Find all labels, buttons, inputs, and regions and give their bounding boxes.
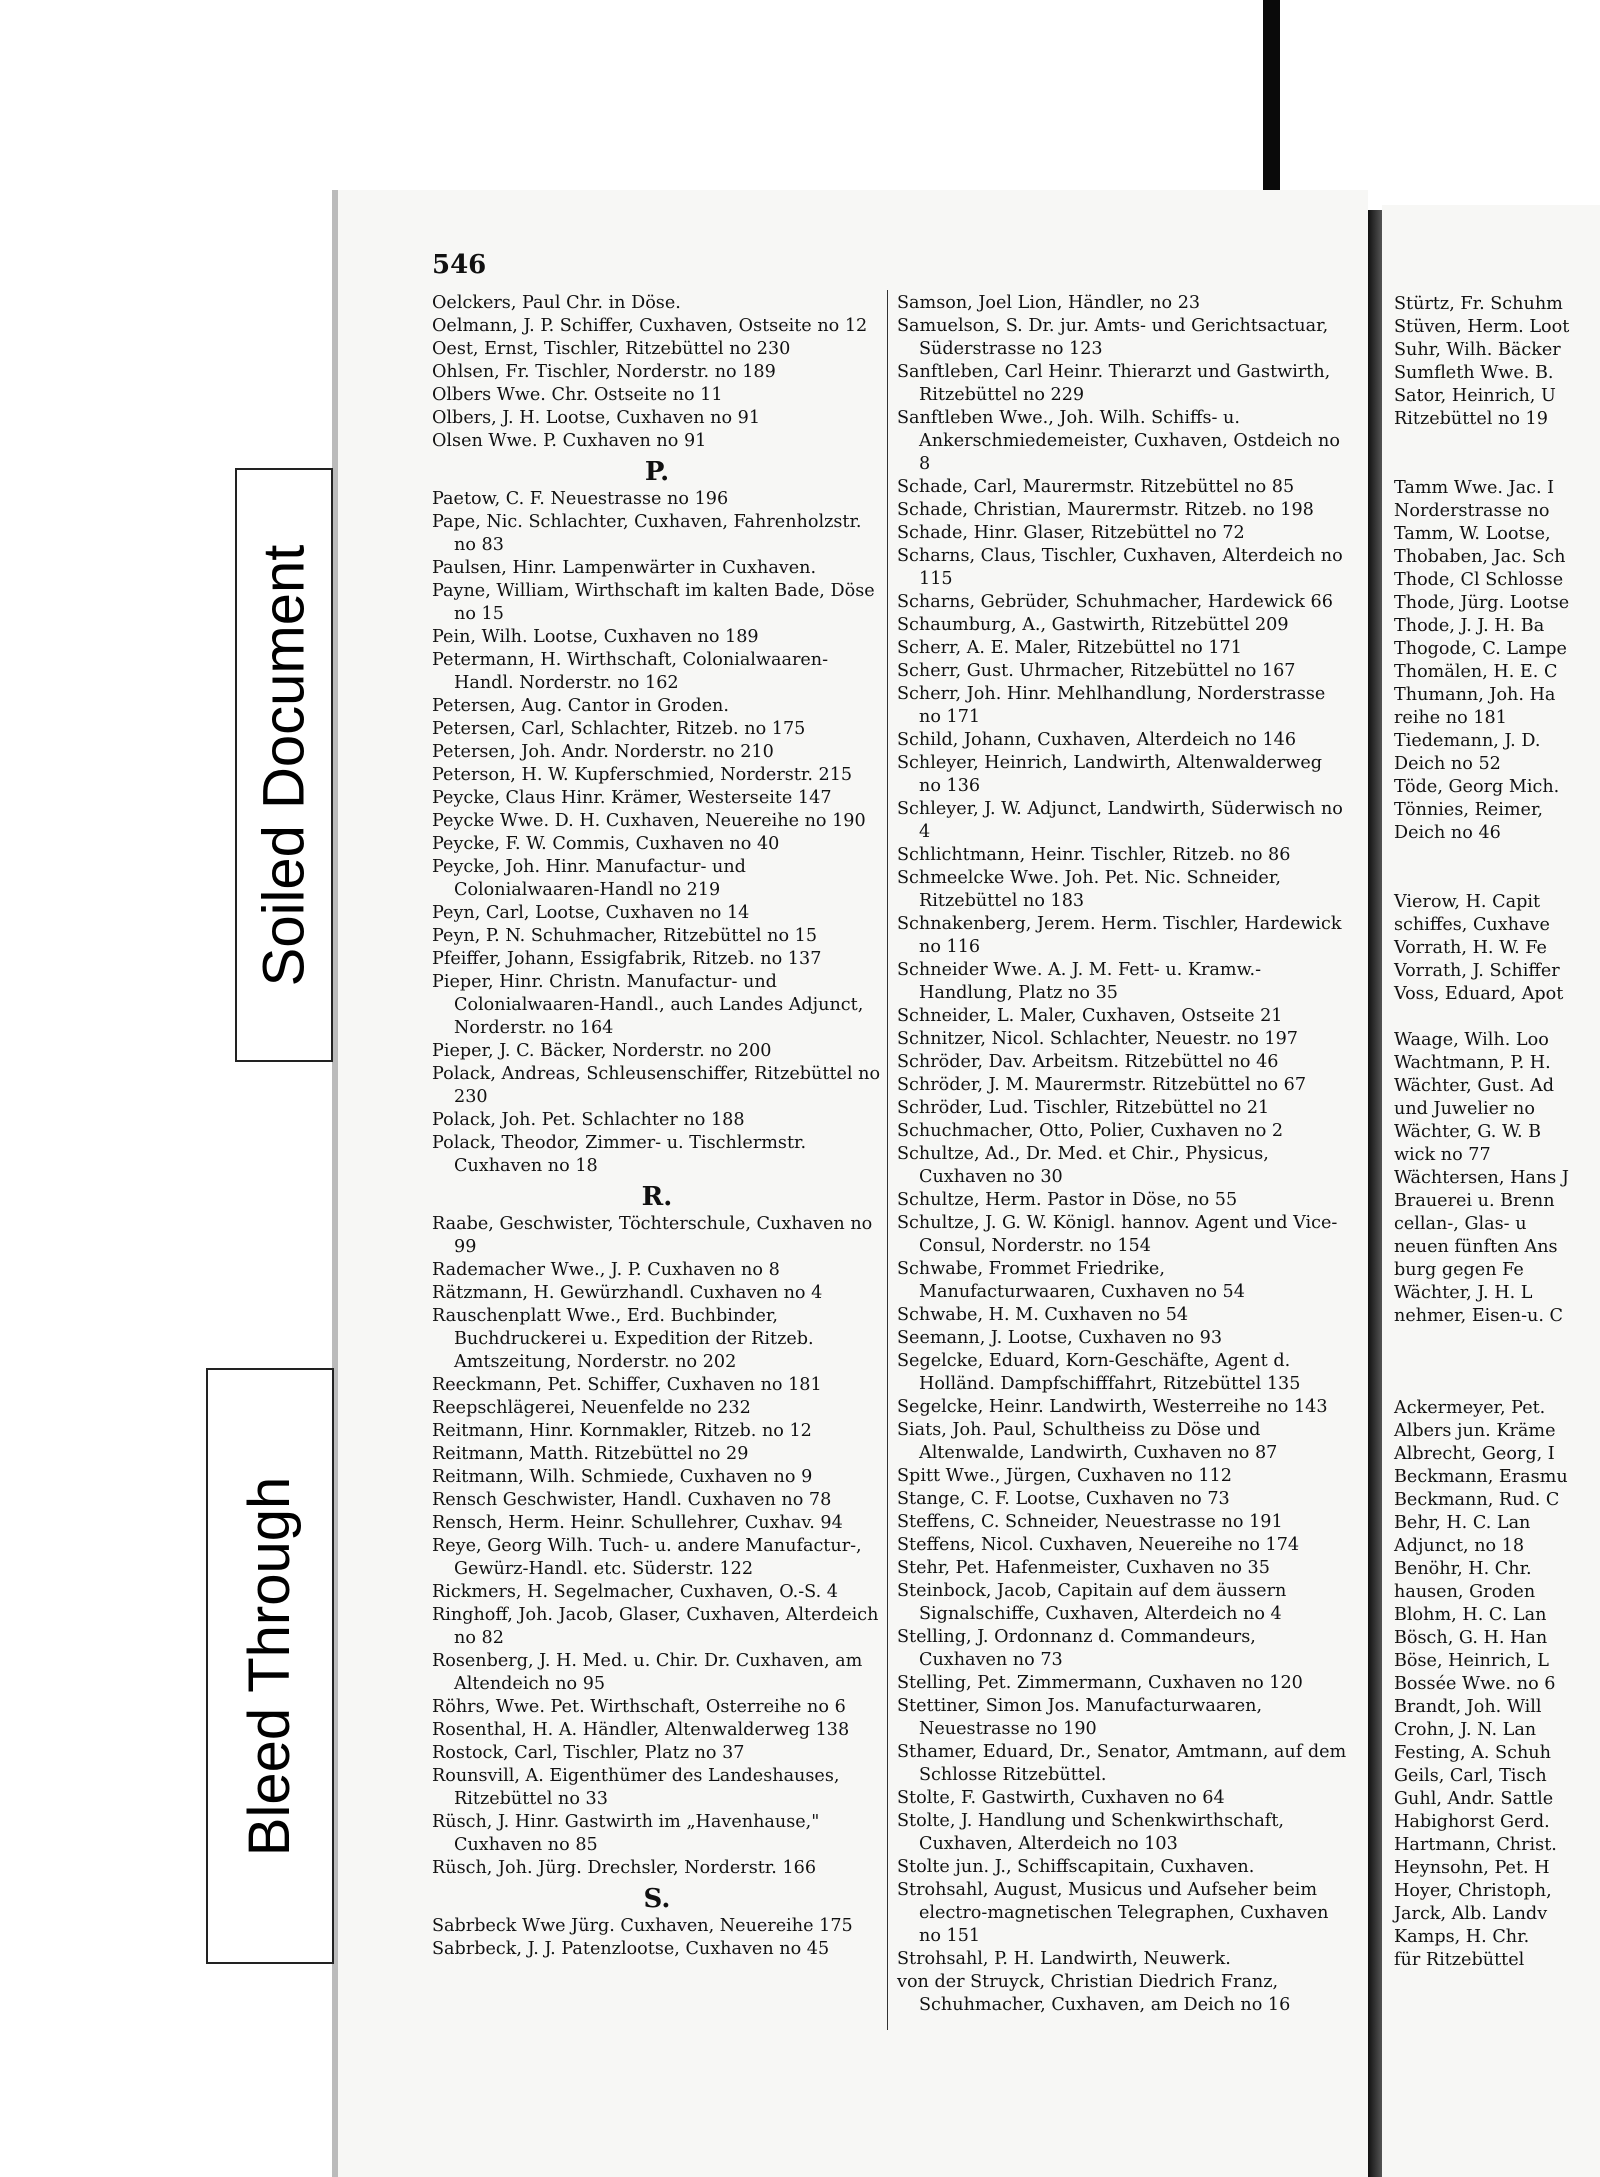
directory-entry: Benöhr, H. Chr. <box>1394 1559 1532 1579</box>
directory-entry: burg gegen Fe <box>1394 1260 1524 1280</box>
directory-entry: Bösch, G. H. Han <box>1394 1628 1548 1648</box>
directory-entry: Rounsvill, A. Eigenthümer des Landeshauses, Ritzebüttel no 33 <box>432 1766 840 1809</box>
directory-entry: Rensch, Herm. Heinr. Schullehrer, Cuxhav. 94 <box>432 1513 843 1533</box>
section-s <box>432 1915 882 1961</box>
directory-entry: Schleyer, J. W. Adjunct, Landwirth, Süderwisch no 4 <box>897 799 1343 842</box>
directory-entry: Reeckmann, Pet. Schiffer, Cuxhaven no 181 <box>432 1375 822 1395</box>
directory-entry: Samuelson, S. Dr. jur. Amts- und Gerichtsactuar, Süderstrasse no 123 <box>897 316 1329 359</box>
directory-entry: Schade, Carl, Maurermstr. Ritzebüttel no 85 <box>897 477 1295 497</box>
directory-entry: Bossée Wwe. no 6 <box>1394 1674 1556 1694</box>
directory-entry: Peterson, H. W. Kupferschmied, Norderstr. 215 <box>432 765 853 785</box>
directory-entry: wick no 77 <box>1394 1145 1491 1165</box>
directory-entry: nehmer, Eisen-u. C <box>1394 1306 1563 1326</box>
directory-entry: Schild, Johann, Cuxhaven, Alterdeich no 146 <box>897 730 1297 750</box>
directory-entry: Wächter, Gust. Ad <box>1394 1076 1555 1096</box>
directory-entry: Petersen, Joh. Andr. Norderstr. no 210 <box>432 742 774 762</box>
section-letter-r: R. <box>641 1182 673 1212</box>
directory-entry: Pape, Nic. Schlachter, Cuxhaven, Fahrenholzstr. no 83 <box>432 512 862 555</box>
directory-entry: Brandt, Joh. Will <box>1394 1697 1542 1717</box>
section-r <box>432 1213 882 1880</box>
directory-entry: Deich no 52 <box>1394 754 1501 774</box>
directory-entry: Rostock, Carl, Tischler, Platz no 37 <box>432 1743 745 1763</box>
directory-entry: Rüsch, J. Hinr. Gastwirth im „Havenhause," Cuxhaven no 85 <box>432 1812 820 1855</box>
directory-entry: Festing, A. Schuh <box>1394 1743 1551 1763</box>
directory-entry: Beckmann, Rud. C <box>1394 1490 1560 1510</box>
directory-entry: Behr, H. C. Lan <box>1394 1513 1531 1533</box>
directory-entry: Adjunct, no 18 <box>1394 1536 1525 1556</box>
bleed-through-label <box>206 1368 334 1964</box>
directory-entry: Ringhoff, Joh. Jacob, Glaser, Cuxhaven, Alterdeich no 82 <box>432 1605 879 1648</box>
directory-entry: Schuchmacher, Otto, Polier, Cuxhaven no 2 <box>897 1121 1284 1141</box>
directory-entry: Thobaben, Jac. Sch <box>1394 547 1566 567</box>
directory-entry: Spitt Wwe., Jürgen, Cuxhaven no 112 <box>897 1466 1232 1486</box>
directory-entry: Tiedemann, J. D. <box>1394 731 1541 751</box>
directory-entry: Sabrbeck Wwe Jürg. Cuxhaven, Neuereihe 175 <box>432 1916 853 1936</box>
directory-entry: Wächter, G. W. B <box>1394 1122 1542 1142</box>
directory-entry: Oelckers, Paul Chr. in Döse. <box>432 293 681 313</box>
section-letter-p: P. <box>644 457 670 487</box>
column-divider <box>887 290 888 2030</box>
directory-entry: Hoyer, Christoph, <box>1394 1881 1552 1901</box>
directory-entry: Stürtz, Fr. Schuhm <box>1394 294 1563 314</box>
directory-entry: Ohlsen, Fr. Tischler, Norderstr. no 189 <box>432 362 776 382</box>
directory-entry: Sthamer, Eduard, Dr., Senator, Amtmann, auf dem Schlosse Ritzebüttel. <box>897 1742 1347 1785</box>
bleed-through-text: Bleed Through <box>237 1476 303 1856</box>
directory-entry: und Juwelier no <box>1394 1099 1535 1119</box>
directory-entry: hausen, Groden <box>1394 1582 1536 1602</box>
directory-entry: Stüven, Herm. Loot <box>1394 317 1570 337</box>
directory-entry: Sabrbeck, J. J. Patenzlootse, Cuxhaven no 45 <box>432 1939 830 1959</box>
directory-entry: Schneider, L. Maler, Cuxhaven, Ostseite 21 <box>897 1006 1283 1026</box>
directory-entry: Rüsch, Joh. Jürg. Drechsler, Norderstr. 166 <box>432 1858 817 1878</box>
directory-entry: Rademacher Wwe., J. P. Cuxhaven no 8 <box>432 1260 780 1280</box>
directory-entry: Albrecht, Georg, I <box>1394 1444 1555 1464</box>
right-block-supplement <box>1394 1397 1600 1972</box>
section-letter-s: S. <box>643 1884 671 1914</box>
directory-entry: Peycke Wwe. D. H. Cuxhaven, Neuereihe no 190 <box>432 811 866 831</box>
directory-entry: Thogode, C. Lampe <box>1394 639 1567 659</box>
directory-entry: Paetow, C. F. Neuestrasse no 196 <box>432 489 729 509</box>
section-o <box>432 292 882 453</box>
directory-entry: Segelcke, Heinr. Landwirth, Westerreihe no 143 <box>897 1397 1328 1417</box>
directory-entry: Peycke, Claus Hinr. Krämer, Westerseite 147 <box>432 788 832 808</box>
right-block-w <box>1394 1029 1600 1328</box>
directory-entry: Stange, C. F. Lootse, Cuxhaven no 73 <box>897 1489 1230 1509</box>
directory-entry: Brauerei u. Brenn <box>1394 1191 1555 1211</box>
directory-entry: von der Struyck, Christian Diedrich Franz, Schuhmacher, Cuxhaven, am Deich no 16 <box>897 1972 1291 2015</box>
directory-entry: Petersen, Carl, Schlachter, Ritzeb. no 175 <box>432 719 806 739</box>
directory-entry: für Ritzebüttel <box>1394 1950 1525 1970</box>
directory-entry: Schnakenberg, Jerem. Herm. Tischler, Hardewick no 116 <box>897 914 1342 957</box>
soiled-document-text: Soiled Document <box>251 544 317 986</box>
directory-entry: Deich no 46 <box>1394 823 1501 843</box>
directory-entry: Schröder, Lud. Tischler, Ritzebüttel no 21 <box>897 1098 1270 1118</box>
directory-entry: Segelcke, Eduard, Korn-Geschäfte, Agent d. Holländ. Dampfschifffahrt, Ritzebüttel 135 <box>897 1351 1301 1394</box>
directory-entry: Sumfleth Wwe. B. <box>1394 363 1554 383</box>
directory-entry: Schlichtmann, Heinr. Tischler, Ritzeb. no 86 <box>897 845 1291 865</box>
directory-entry: Heynsohn, Pet. H <box>1394 1858 1550 1878</box>
directory-entry: Reitmann, Hinr. Kornmakler, Ritzeb. no 12 <box>432 1421 812 1441</box>
directory-entry: Rosenberg, J. H. Med. u. Chir. Dr. Cuxhaven, am Altendeich no 95 <box>432 1651 863 1694</box>
page-binding-strip <box>1263 0 1280 200</box>
right-page <box>1382 205 1600 2177</box>
directory-entry: Schultze, Herm. Pastor in Döse, no 55 <box>897 1190 1238 1210</box>
directory-entry: Schade, Christian, Maurermstr. Ritzeb. no 198 <box>897 500 1314 520</box>
directory-entry: Voss, Eduard, Apot <box>1394 984 1564 1004</box>
directory-entry: Polack, Theodor, Zimmer- u. Tischlermstr. Cuxhaven no 18 <box>432 1133 807 1176</box>
section-p <box>432 488 882 1178</box>
directory-entry: Scharns, Gebrüder, Schuhmacher, Hardewick 66 <box>897 592 1333 612</box>
directory-entry: Vorrath, H. W. Fe <box>1394 938 1547 958</box>
directory-entry: Töde, Georg Mich. <box>1394 777 1560 797</box>
directory-entry: Olbers, J. H. Lootse, Cuxhaven no 91 <box>432 408 761 428</box>
directory-entry: Polack, Andreas, Schleusenschiffer, Ritzebüttel no 230 <box>432 1064 881 1107</box>
book-spine <box>1368 210 1382 2177</box>
directory-entry: Schade, Hinr. Glaser, Ritzebüttel no 72 <box>897 523 1245 543</box>
directory-entry: Stettiner, Simon Jos. Manufacturwaaren, Neuestrasse no 190 <box>897 1696 1263 1739</box>
directory-entry: neuen fünften Ans <box>1394 1237 1558 1257</box>
directory-entry: Oest, Ernst, Tischler, Ritzebüttel no 230 <box>432 339 791 359</box>
directory-entry: Reye, Georg Wilh. Tuch- u. andere Manufactur-, Gewürz-Handl. etc. Süderstr. 122 <box>432 1536 862 1579</box>
directory-entry: Peyn, P. N. Schuhmacher, Ritzebüttel no 15 <box>432 926 818 946</box>
directory-entry: Sanftleben Wwe., Joh. Wilh. Schiffs- u. Ankerschmiedemeister, Cuxhaven, Ostdeich no 8 <box>897 408 1340 474</box>
directory-entry: Stolte jun. J., Schiffscapitain, Cuxhaven. <box>897 1857 1255 1877</box>
directory-entry: Schwabe, Frommet Friedrike, Manufacturwaaren, Cuxhaven no 54 <box>897 1259 1245 1302</box>
directory-entry: Strohsahl, August, Musicus und Aufseher beim electro-magnetischen Telegraphen, Cuxhaven no 151 <box>897 1880 1329 1946</box>
directory-entry: Waage, Wilh. Loo <box>1394 1030 1549 1050</box>
directory-entry: Schaumburg, A., Gastwirth, Ritzebüttel 209 <box>897 615 1289 635</box>
directory-entry: Pieper, J. C. Bäcker, Norderstr. no 200 <box>432 1041 772 1061</box>
directory-entry: Vorrath, J. Schiffer <box>1394 961 1560 981</box>
directory-entry: Schneider Wwe. A. J. M. Fett- u. Kramw.-Handlung, Platz no 35 <box>897 960 1262 1003</box>
middle-column <box>897 292 1347 2017</box>
directory-entry: Thumann, Joh. Ha <box>1394 685 1556 705</box>
directory-entry: Schultze, J. G. W. Königl. hannov. Agent und Vice-Consul, Norderstr. no 154 <box>897 1213 1338 1256</box>
right-block-s <box>1394 293 1600 431</box>
directory-entry: Stolte, F. Gastwirth, Cuxhaven no 64 <box>897 1788 1225 1808</box>
directory-entry: Ritzebüttel no 19 <box>1394 409 1548 429</box>
page-number: 546 <box>432 250 487 280</box>
directory-entry: Suhr, Wilh. Bäcker <box>1394 340 1561 360</box>
directory-entry: Pein, Wilh. Lootse, Cuxhaven no 189 <box>432 627 759 647</box>
directory-entry: Ackermeyer, Pet. <box>1394 1398 1546 1418</box>
directory-entry: Thode, J. J. H. Ba <box>1394 616 1545 636</box>
right-block-t <box>1394 477 1600 845</box>
directory-entry: Stelling, J. Ordonnanz d. Commandeurs, Cuxhaven no 73 <box>897 1627 1256 1670</box>
directory-entry: Rätzmann, H. Gewürzhandl. Cuxhaven no 4 <box>432 1283 823 1303</box>
directory-entry: Scherr, Joh. Hinr. Mehlhandlung, Norderstrasse no 171 <box>897 684 1326 727</box>
directory-entry: Sator, Heinrich, U <box>1394 386 1556 406</box>
directory-entry: Peycke, Joh. Hinr. Manufactur- und Colonialwaaren-Handl no 219 <box>432 857 746 900</box>
directory-entry: Scharns, Claus, Tischler, Cuxhaven, Alterdeich no 115 <box>897 546 1343 589</box>
directory-entry: Stehr, Pet. Hafenmeister, Cuxhaven no 35 <box>897 1558 1270 1578</box>
directory-entry: Röhrs, Wwe. Pet. Wirthschaft, Osterreihe no 6 <box>432 1697 846 1717</box>
directory-entry: Payne, William, Wirthschaft im kalten Bade, Döse no 15 <box>432 581 875 624</box>
directory-entry: Schultze, Ad., Dr. Med. et Chir., Physicus, Cuxhaven no 30 <box>897 1144 1269 1187</box>
directory-entry: Steffens, C. Schneider, Neuestrasse no 191 <box>897 1512 1283 1532</box>
directory-entry: Rensch Geschwister, Handl. Cuxhaven no 78 <box>432 1490 832 1510</box>
directory-entry: Raabe, Geschwister, Töchterschule, Cuxhaven no 99 <box>432 1214 873 1257</box>
directory-entry: Schröder, Dav. Arbeitsm. Ritzebüttel no 46 <box>897 1052 1279 1072</box>
directory-entry: Steinbock, Jacob, Capitain auf dem äussern Signalschiffe, Cuxhaven, Alterdeich no 4 <box>897 1581 1287 1624</box>
directory-entry: Vierow, H. Capit <box>1394 892 1541 912</box>
directory-entry: Pieper, Hinr. Christn. Manufactur- und Colonialwaaren-Handl., auch Landes Adjunct, Norderstr. no 164 <box>432 972 864 1038</box>
directory-entry: schiffes, Cuxhave <box>1394 915 1550 935</box>
directory-entry: Polack, Joh. Pet. Schlachter no 188 <box>432 1110 745 1130</box>
directory-entry: Olbers Wwe. Chr. Ostseite no 11 <box>432 385 723 405</box>
directory-entry: Schwabe, H. M. Cuxhaven no 54 <box>897 1305 1189 1325</box>
directory-entry: cellan-, Glas- u <box>1394 1214 1527 1234</box>
directory-entry: Beckmann, Erasmu <box>1394 1467 1568 1487</box>
directory-entry: Rickmers, H. Segelmacher, Cuxhaven, O.-S. 4 <box>432 1582 838 1602</box>
directory-entry: Böse, Heinrich, L <box>1394 1651 1549 1671</box>
directory-entry: Petersen, Aug. Cantor in Groden. <box>432 696 729 716</box>
directory-entry: Schnitzer, Nicol. Schlachter, Neuestr. no 197 <box>897 1029 1298 1049</box>
directory-entry: Rosenthal, H. A. Händler, Altenwalderweg 138 <box>432 1720 850 1740</box>
soiled-document-label <box>235 468 333 1062</box>
directory-entry: Tamm Wwe. Jac. I <box>1394 478 1555 498</box>
directory-entry: Crohn, J. N. Lan <box>1394 1720 1537 1740</box>
directory-entry: Scherr, Gust. Uhrmacher, Ritzebüttel no 167 <box>897 661 1296 681</box>
directory-entry: Blohm, H. C. Lan <box>1394 1605 1547 1625</box>
directory-entry: Albers jun. Kräme <box>1394 1421 1556 1441</box>
directory-entry: Pfeiffer, Johann, Essigfabrik, Ritzeb. no 137 <box>432 949 822 969</box>
directory-entry: Norderstrasse no <box>1394 501 1550 521</box>
directory-entry: Steffens, Nicol. Cuxhaven, Neuereihe no 174 <box>897 1535 1300 1555</box>
directory-entry: Kamps, H. Chr. <box>1394 1927 1530 1947</box>
directory-entry: Sanftleben, Carl Heinr. Thierarzt und Gastwirth, Ritzebüttel no 229 <box>897 362 1331 405</box>
directory-entry: Schröder, J. M. Maurermstr. Ritzebüttel no 67 <box>897 1075 1307 1095</box>
directory-entry: Peycke, F. W. Commis, Cuxhaven no 40 <box>432 834 780 854</box>
directory-entry: Wächter, J. H. L <box>1394 1283 1533 1303</box>
left-column <box>432 292 882 1961</box>
directory-entry: Seemann, J. Lootse, Cuxhaven no 93 <box>897 1328 1223 1348</box>
directory-entry: Hartmann, Christ. <box>1394 1835 1557 1855</box>
directory-entry: Geils, Carl, Tisch <box>1394 1766 1547 1786</box>
directory-entry: Samson, Joel Lion, Händler, no 23 <box>897 293 1201 313</box>
directory-entry: Habighorst Gerd. <box>1394 1812 1550 1832</box>
directory-entry: Thode, Cl Schlosse <box>1394 570 1564 590</box>
right-page-column <box>1394 293 1600 1972</box>
directory-entry: Tamm, W. Lootse, <box>1394 524 1551 544</box>
directory-entry: Schmeelcke Wwe. Joh. Pet. Nic. Schneider, Ritzebüttel no 183 <box>897 868 1281 911</box>
directory-entry: Reitmann, Wilh. Schmiede, Cuxhaven no 9 <box>432 1467 813 1487</box>
directory-entry: Petermann, H. Wirthschaft, Colonialwaaren-Handl. Norderstr. no 162 <box>432 650 829 693</box>
directory-entry: Thode, Jürg. Lootse <box>1394 593 1570 613</box>
directory-entry: Schleyer, Heinrich, Landwirth, Altenwalderweg no 136 <box>897 753 1322 796</box>
directory-entry: Wachtmann, P. H. <box>1394 1053 1551 1073</box>
right-block-v <box>1394 891 1600 1006</box>
directory-entry: Siats, Joh. Paul, Schultheiss zu Döse und Altenwalde, Landwirth, Cuxhaven no 87 <box>897 1420 1278 1463</box>
directory-entry: Peyn, Carl, Lootse, Cuxhaven no 14 <box>432 903 750 923</box>
directory-entry: Rauschenplatt Wwe., Erd. Buchbinder, Buchdruckerei u. Expedition der Ritzeb. Amtszeitung, Norderstr. no 202 <box>432 1306 814 1372</box>
directory-entry: Paulsen, Hinr. Lampenwärter in Cuxhaven. <box>432 558 817 578</box>
directory-entry: Olsen Wwe. P. Cuxhaven no 91 <box>432 431 707 451</box>
directory-entry: Strohsahl, P. H. Landwirth, Neuwerk. <box>897 1949 1231 1969</box>
directory-entry: Stolte, J. Handlung und Schenkwirthschaft, Cuxhaven, Alterdeich no 103 <box>897 1811 1284 1854</box>
directory-entry: reihe no 181 <box>1394 708 1507 728</box>
directory-entry: Guhl, Andr. Sattle <box>1394 1789 1554 1809</box>
directory-entry: Wächtersen, Hans J <box>1394 1168 1569 1188</box>
directory-entry: Jarck, Alb. Landv <box>1394 1904 1548 1924</box>
directory-entry: Stelling, Pet. Zimmermann, Cuxhaven no 120 <box>897 1673 1303 1693</box>
section-s-continued <box>897 292 1347 2017</box>
directory-entry: Tönnies, Reimer, <box>1394 800 1544 820</box>
directory-entry: Thomälen, H. E. C <box>1394 662 1558 682</box>
directory-entry: Oelmann, J. P. Schiffer, Cuxhaven, Ostseite no 12 <box>432 316 868 336</box>
directory-entry: Reitmann, Matth. Ritzebüttel no 29 <box>432 1444 749 1464</box>
directory-entry: Scherr, A. E. Maler, Ritzebüttel no 171 <box>897 638 1242 658</box>
directory-entry: Reepschlägerei, Neuenfelde no 232 <box>432 1398 751 1418</box>
